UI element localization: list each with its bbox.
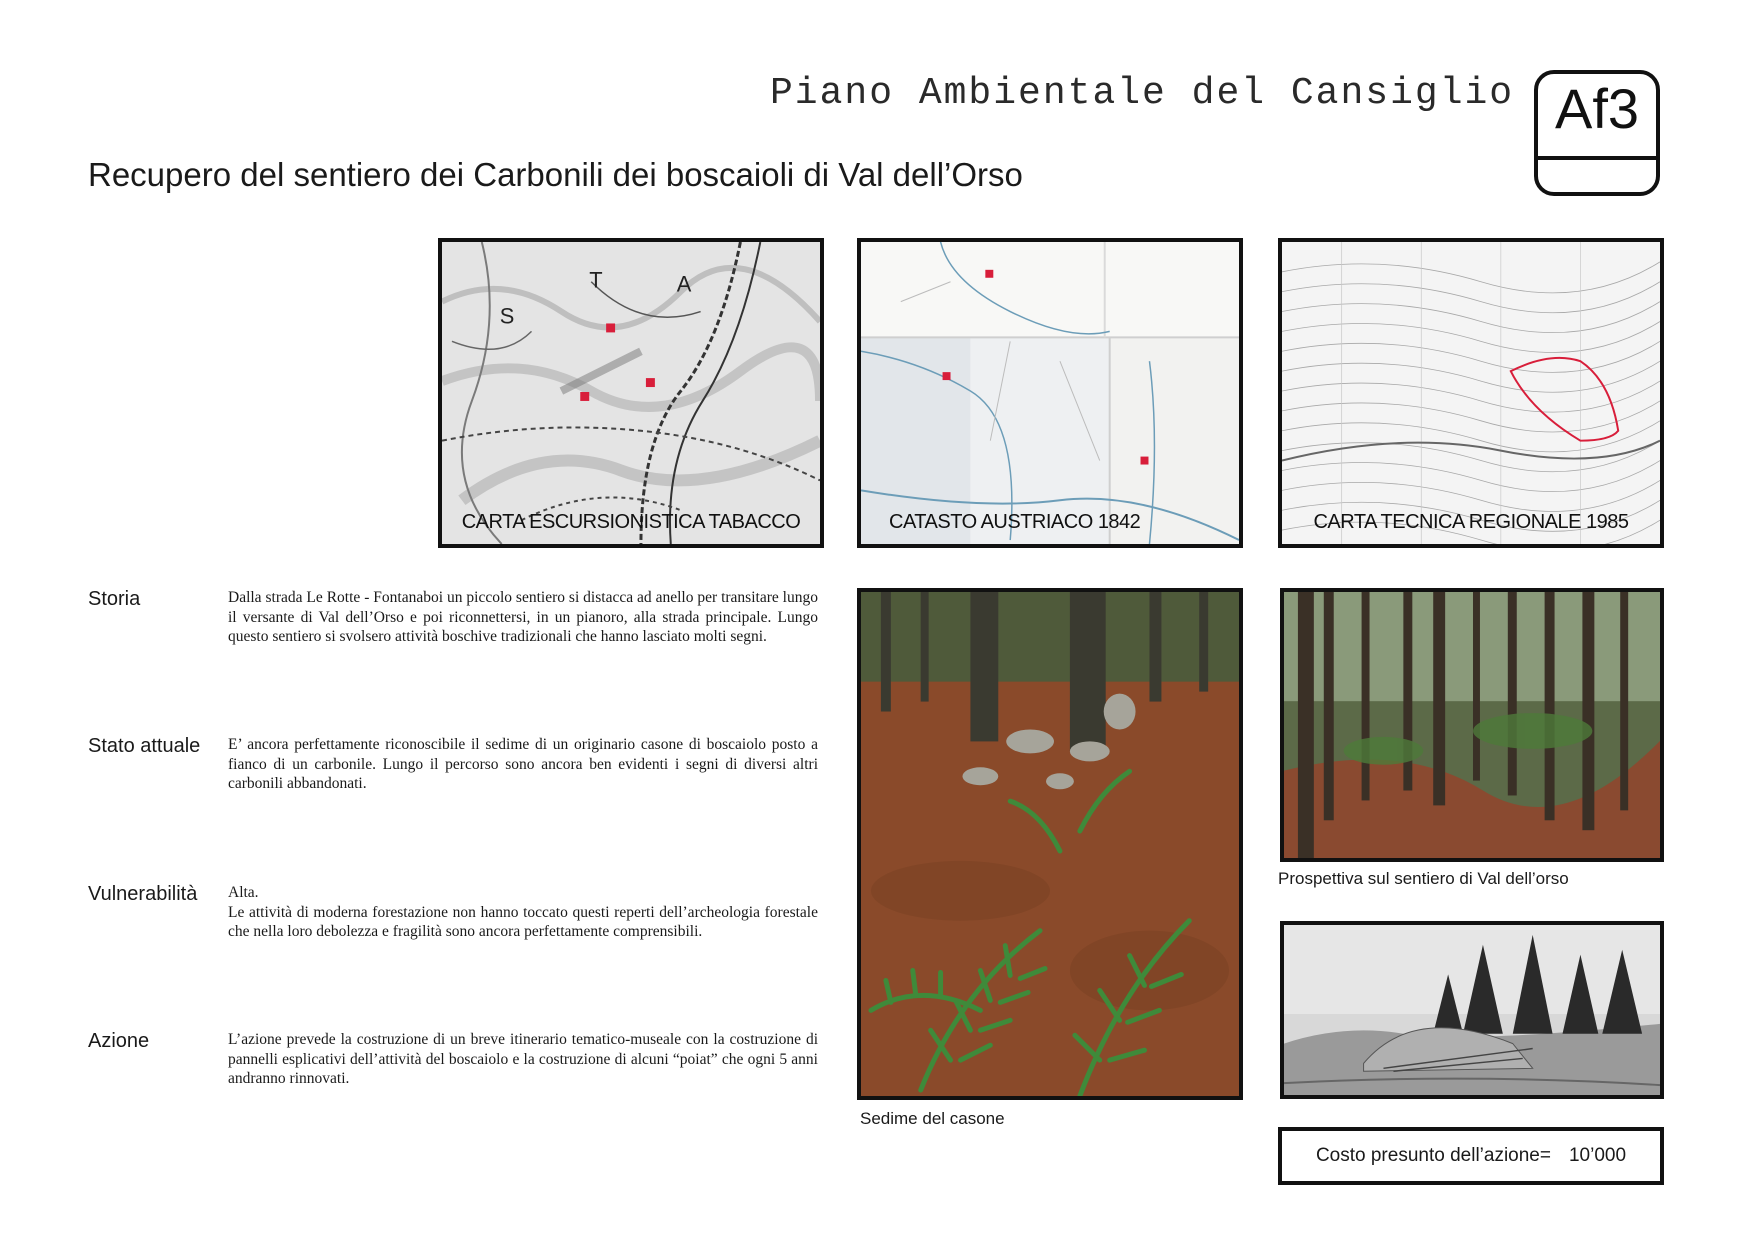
map-tabacco (438, 238, 824, 548)
map-label-t: T (589, 267, 603, 293)
section-text-vulnerabilita (228, 883, 818, 942)
section-paragraph: Le attività di moderna forestazione non hanno toccato questi reperti dell’archeologia forestale che nella loro debolezza e fragilità sono ancora perfettamente comprensibili. (228, 903, 818, 940)
cost-value: 10’000 (1568, 1145, 1627, 1166)
section-paragraph: E’ ancora perfettamente riconoscibile il sedime di un originario casone di boscaiolo posto a fianco di un carbonile. Lungo il percorso sono ancora ben evidenti i segni di diversi altri carbonili abbandonati. (228, 736, 818, 792)
map-caption-tabacco: CARTA ESCURSIONISTICA TABACCO (461, 511, 801, 533)
map-ctr-image (1282, 242, 1660, 544)
forest-floor-image (861, 592, 1239, 1096)
section-paragraph: Alta. (228, 884, 259, 901)
section-label-storia: Storia (88, 588, 141, 610)
sheet-code-box (1534, 70, 1660, 196)
plan-title: Piano Ambientale del Cansiglio (770, 72, 1515, 115)
section-text-storia (228, 588, 818, 647)
cost-box (1278, 1127, 1664, 1185)
photo-prospettiva (1280, 588, 1664, 862)
historic-hut-image (1284, 925, 1660, 1095)
map-label-a: A (676, 271, 692, 297)
map-caption-catasto: CATASTO AUSTRIACO 1842 (889, 511, 1141, 533)
photo-caption-sedime: Sedime del casone (860, 1109, 1005, 1128)
section-label-vulnerabilita: Vulnerabilità (88, 883, 198, 905)
photo-historic-casone (1280, 921, 1664, 1099)
map-ctr (1278, 238, 1664, 548)
section-label-azione: Azione (88, 1030, 150, 1052)
sheet-code: Af3 (1554, 77, 1640, 140)
sheet-code-divider (1538, 156, 1656, 160)
map-caption-ctr: CARTA TECNICA REGIONALE 1985 (1313, 511, 1629, 533)
section-label-stato-attuale: Stato attuale (88, 735, 201, 757)
map-label-s: S (499, 303, 515, 329)
cost-label: Costo presunto dell’azione= (1315, 1145, 1551, 1166)
photo-caption-prospettiva: Prospettiva sul sentiero di Val dell’orso (1278, 869, 1569, 888)
section-paragraph: L’azione prevede la costruzione di un breve itinerario tematico-museale con la costruzione di pannelli esplicativi dell’attività del boscaiolo e la costruzione di alcuni “poiat” che ogni 5 anni andranno rinnovati. (228, 1031, 818, 1087)
section-paragraph: Dalla strada Le Rotte - Fontanaboi un piccolo sentiero si distacca ad anello per transitare lungo il versante di Val dell’Orso e poi riconnettersi, in un pianoro, alla strada principale. Lungo questo sentiero si svolsero attività boschive tradizionali che hanno lasciato molti segni. (228, 589, 818, 645)
page-title: Recupero del sentiero dei Carbonili dei boscaioli di Val dell’Orso (88, 156, 1023, 193)
map-catasto-image (861, 242, 1239, 544)
section-text-stato-attuale (228, 735, 818, 794)
forest-path-image (1284, 592, 1660, 858)
map-catasto (857, 238, 1243, 548)
photo-sedime-casone (857, 588, 1243, 1100)
map-tabacco-image (442, 242, 820, 544)
section-text-azione (228, 1030, 818, 1089)
